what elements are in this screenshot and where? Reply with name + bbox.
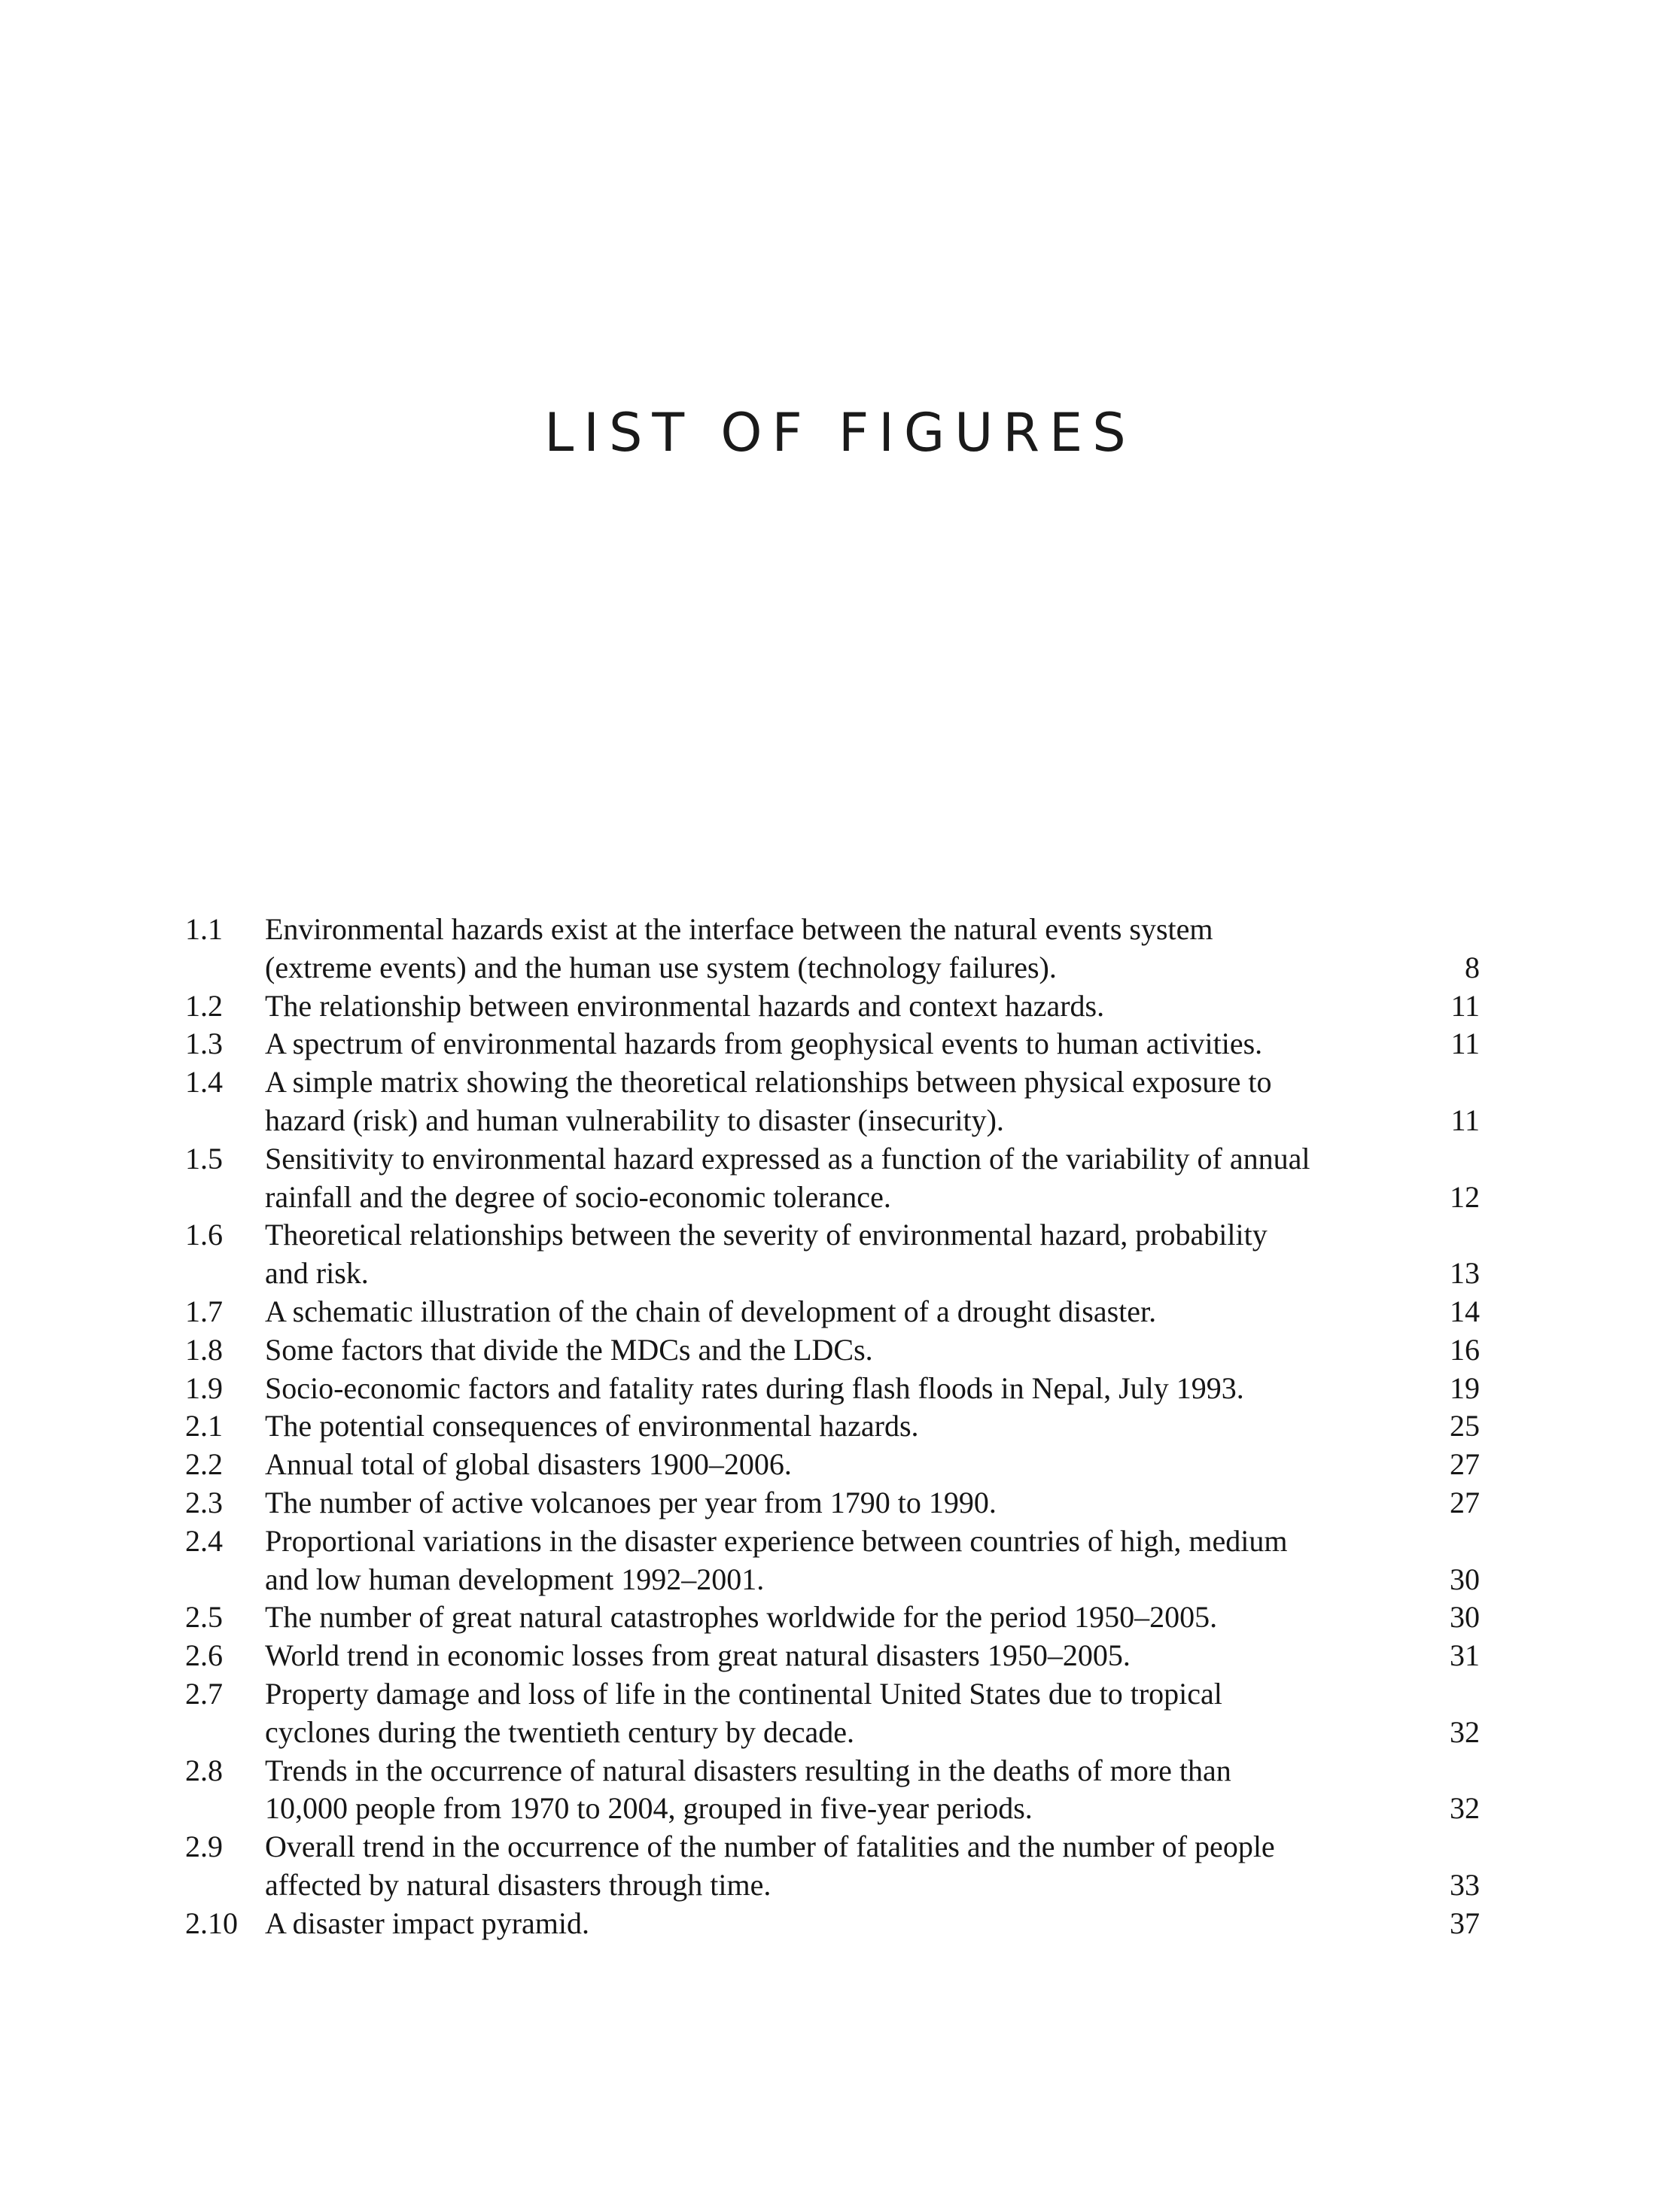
figure-caption bbox=[265, 1063, 1420, 1140]
caption-line: Some factors that divide the MDCs and the LDCs. bbox=[265, 1332, 873, 1367]
figure-entry bbox=[185, 1675, 1480, 1752]
figure-number: 1.8 bbox=[185, 1332, 223, 1367]
caption-line: Theoretical relationships between the severity of environmental hazard, probability bbox=[265, 1218, 1268, 1252]
figure-caption bbox=[265, 1025, 1420, 1063]
figure-caption bbox=[265, 1216, 1420, 1293]
figure-page-number: 27 bbox=[1450, 1485, 1480, 1519]
caption-line: cyclones during the twentieth century by decade. bbox=[265, 1714, 855, 1749]
caption-line: Trends in the occurrence of natural disasters resulting in the deaths of more than bbox=[265, 1753, 1231, 1787]
caption-line: Property damage and loss of life in the continental United States due to tropical bbox=[265, 1676, 1222, 1711]
caption-line: A schematic illustration of the chain of development of a drought disaster. bbox=[265, 1294, 1157, 1328]
caption-line: A simple matrix showing the theoretical relationships between physical exposure to bbox=[265, 1065, 1272, 1100]
figure-page-number: 27 bbox=[1450, 1447, 1480, 1482]
figure-entry bbox=[185, 1752, 1480, 1829]
figure-caption bbox=[265, 1598, 1420, 1637]
caption-line: (extreme events) and the human use system (technology failures). bbox=[265, 950, 1057, 984]
figure-number: 1.1 bbox=[185, 912, 223, 946]
figure-caption bbox=[265, 1484, 1420, 1522]
figure-entry bbox=[185, 1484, 1480, 1522]
figure-caption bbox=[265, 987, 1420, 1026]
caption-line: 10,000 people from 1970 to 2004, grouped in five-year periods. bbox=[265, 1791, 1033, 1826]
caption-line: rainfall and the degree of socio-economic tolerance. bbox=[265, 1179, 891, 1214]
figure-number: 1.2 bbox=[185, 988, 223, 1023]
figure-page-number: 12 bbox=[1450, 1179, 1480, 1214]
figure-page-number: 25 bbox=[1450, 1409, 1480, 1443]
figure-list bbox=[185, 911, 1480, 1943]
figure-entry bbox=[185, 1446, 1480, 1484]
figure-number: 2.1 bbox=[185, 1409, 223, 1443]
caption-line: World trend in economic losses from great natural disasters 1950–2005. bbox=[265, 1638, 1131, 1673]
figure-caption bbox=[265, 1828, 1420, 1905]
caption-line: hazard (risk) and human vulnerability to disaster (insecurity). bbox=[265, 1103, 1004, 1137]
figure-page-number: 14 bbox=[1450, 1294, 1480, 1328]
figure-entry bbox=[185, 1522, 1480, 1599]
figure-entry bbox=[185, 1331, 1480, 1370]
figure-number: 2.4 bbox=[185, 1523, 223, 1558]
figure-caption bbox=[265, 1752, 1420, 1829]
figure-entry bbox=[185, 1140, 1480, 1217]
figure-entry bbox=[185, 987, 1480, 1026]
figure-page-number: 11 bbox=[1450, 1103, 1480, 1137]
figure-entry bbox=[185, 1637, 1480, 1675]
figure-page-number: 11 bbox=[1450, 1027, 1480, 1061]
figure-number: 2.5 bbox=[185, 1600, 223, 1635]
figure-page-number: 16 bbox=[1450, 1332, 1480, 1367]
figure-number: 2.6 bbox=[185, 1638, 223, 1673]
figure-number: 1.6 bbox=[185, 1218, 223, 1252]
figure-number: 1.3 bbox=[185, 1027, 223, 1061]
figure-page-number: 13 bbox=[1450, 1256, 1480, 1291]
figure-entry bbox=[185, 1063, 1480, 1140]
figure-caption bbox=[265, 1675, 1420, 1752]
figure-caption bbox=[265, 911, 1420, 987]
caption-line: Environmental hazards exist at the interface between the natural events system bbox=[265, 912, 1213, 946]
figure-page-number: 33 bbox=[1450, 1867, 1480, 1902]
figure-caption bbox=[265, 1446, 1420, 1484]
figure-page-number: 11 bbox=[1450, 988, 1480, 1023]
caption-line: Proportional variations in the disaster experience between countries of high, medium bbox=[265, 1523, 1288, 1558]
figure-caption bbox=[265, 1370, 1420, 1408]
figure-number: 2.3 bbox=[185, 1485, 223, 1519]
figure-entry bbox=[185, 1598, 1480, 1637]
figure-page-number: 30 bbox=[1450, 1562, 1480, 1596]
figure-page-number: 19 bbox=[1450, 1370, 1480, 1405]
figure-page-number: 32 bbox=[1450, 1714, 1480, 1749]
figure-number: 2.10 bbox=[185, 1906, 238, 1940]
figure-caption bbox=[265, 1522, 1420, 1599]
figure-number: 2.8 bbox=[185, 1753, 223, 1787]
caption-line: affected by natural disasters through time. bbox=[265, 1867, 772, 1902]
figure-number: 2.9 bbox=[185, 1830, 223, 1864]
caption-line: and low human development 1992–2001. bbox=[265, 1562, 765, 1596]
caption-line: The number of great natural catastrophes worldwide for the period 1950–2005. bbox=[265, 1600, 1218, 1635]
figure-page-number: 30 bbox=[1450, 1600, 1480, 1635]
figure-entry bbox=[185, 911, 1480, 987]
figure-number: 2.2 bbox=[185, 1447, 223, 1482]
figure-caption bbox=[265, 1140, 1420, 1217]
figure-caption bbox=[265, 1331, 1420, 1370]
figure-number: 1.4 bbox=[185, 1065, 223, 1100]
figure-entry bbox=[185, 1370, 1480, 1408]
figure-entry bbox=[185, 1407, 1480, 1446]
caption-line: Sensitivity to environmental hazard expressed as a function of the variability of annual bbox=[265, 1141, 1310, 1176]
figure-number: 1.5 bbox=[185, 1141, 223, 1176]
page-title: LIST OF FIGURES bbox=[544, 402, 1136, 464]
caption-line: and risk. bbox=[265, 1256, 369, 1291]
figure-entry bbox=[185, 1905, 1480, 1943]
figure-caption bbox=[265, 1637, 1420, 1675]
caption-line: Socio-economic factors and fatality rates during flash floods in Nepal, July 1993. bbox=[265, 1370, 1244, 1405]
figure-caption bbox=[265, 1407, 1420, 1446]
figure-entry bbox=[185, 1828, 1480, 1905]
figure-caption bbox=[265, 1293, 1420, 1331]
figure-caption bbox=[265, 1905, 1420, 1943]
figure-number: 1.7 bbox=[185, 1294, 223, 1328]
figure-page-number: 8 bbox=[1465, 950, 1480, 984]
caption-line: The relationship between environmental hazards and context hazards. bbox=[265, 988, 1105, 1023]
figure-entry bbox=[185, 1025, 1480, 1063]
figure-page-number: 31 bbox=[1450, 1638, 1480, 1673]
figure-number: 2.7 bbox=[185, 1676, 223, 1711]
figure-page-number: 37 bbox=[1450, 1906, 1480, 1940]
caption-line: A disaster impact pyramid. bbox=[265, 1906, 590, 1940]
caption-line: The number of active volcanoes per year from 1790 to 1990. bbox=[265, 1485, 997, 1519]
figure-number: 1.9 bbox=[185, 1370, 223, 1405]
figure-entry bbox=[185, 1293, 1480, 1331]
figure-entry bbox=[185, 1216, 1480, 1293]
caption-line: Overall trend in the occurrence of the number of fatalities and the number of people bbox=[265, 1830, 1275, 1864]
caption-line: Annual total of global disasters 1900–2006. bbox=[265, 1447, 792, 1482]
caption-line: The potential consequences of environmental hazards. bbox=[265, 1409, 919, 1443]
caption-line: A spectrum of environmental hazards from geophysical events to human activities. bbox=[265, 1027, 1263, 1061]
figure-page-number: 32 bbox=[1450, 1791, 1480, 1826]
